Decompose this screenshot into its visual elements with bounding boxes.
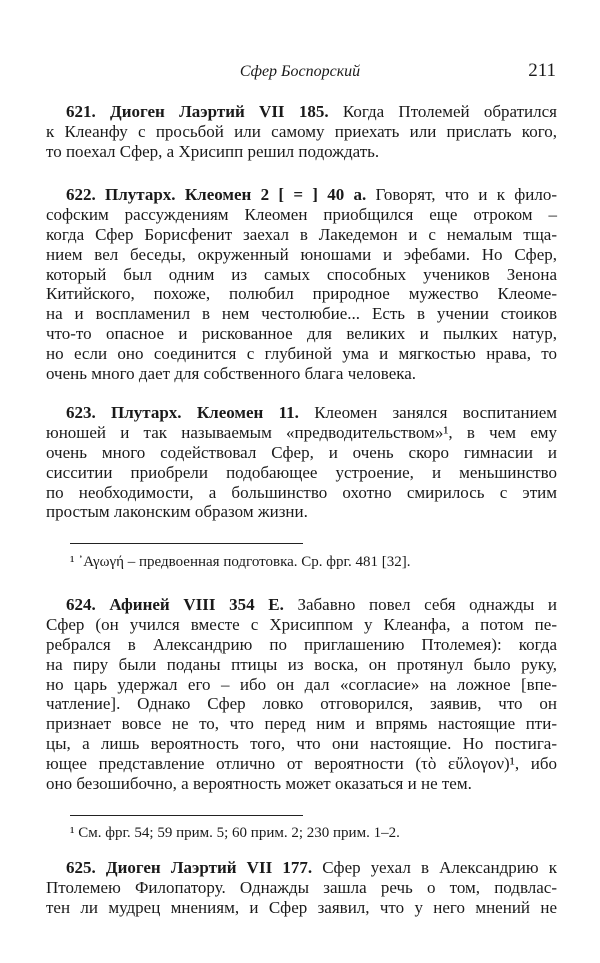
- line-text: оно безошибочно, а вероятность может оказаться и не тем.: [46, 774, 472, 794]
- footnote: ¹ См. фрг. 54; 59 прим. 5; 60 прим. 2; 230 прим. 1–2.: [70, 825, 400, 841]
- text-line: [46, 734, 557, 754]
- footnote: ¹ ᾿Αγωγή – предвоенная подготовка. Ср. фрг. 481 [32].: [70, 554, 411, 570]
- line-text: по необходимости, а большинство охотно смирилось с этим: [46, 482, 557, 502]
- line-text: ющее представление отлично от вероятности (τὸ εὔλογον)¹, ибо: [46, 754, 557, 774]
- line-text: ребрался в Александрию по приглашению Птолемея): когда: [46, 634, 557, 654]
- line-text: признает вовсе не то, что перед ним и впрямь настоящие пти-: [46, 714, 557, 734]
- line-text: цы, а лишь вероятность того, что они настоящие. Но постига-: [46, 734, 557, 754]
- fragment-source: 624. Афиней VIII 354 E.: [66, 595, 284, 614]
- text-line: [46, 142, 557, 162]
- line-text: Забавно повел себя однажды и: [297, 595, 557, 614]
- line-text: простым лаконским образом жизни.: [46, 502, 308, 522]
- line-text: Клеомен занялся воспитанием: [314, 403, 558, 422]
- text-line: [46, 225, 557, 245]
- line-text: но если оно соединится с глубиной ума и мягкостью нрава, то: [46, 344, 557, 364]
- line-text: Сфер (он учился вместе с Хрисиппом у Клеанфа, а потом пе-: [46, 614, 557, 634]
- line-text: нием вел беседы, окруженный юношами и эфебами. Но Сфер,: [46, 244, 557, 264]
- line-text: Говорят, что и к фило-: [375, 185, 557, 204]
- line-text: чатление]. Однако Сфер ловко отговорился, заявив, что он: [46, 694, 557, 714]
- running-header-title: Сфер Боспорский: [239, 63, 361, 80]
- footnote-rule: [70, 815, 303, 816]
- text-line: [46, 635, 557, 655]
- text-line: [46, 754, 557, 774]
- text-line: [46, 694, 557, 714]
- line-text: но царь удержал его – ибо он дал «согласие» на ложное [впе-: [46, 674, 557, 694]
- text-line: [46, 443, 557, 463]
- page-number: 211: [528, 60, 556, 81]
- text-line: [46, 324, 557, 344]
- text-line: [46, 205, 557, 225]
- line-text: очень много дает для собственного блага человека.: [46, 364, 417, 384]
- text-line: [46, 898, 557, 918]
- text-line: [46, 878, 557, 898]
- text-line: [46, 403, 557, 423]
- line-text: юношей и так называемым «предводительством»¹, в чем ему: [46, 422, 557, 442]
- line-text: тен ли мудрец мнениям, и Сфер заявил, что у него мнений не: [46, 897, 557, 917]
- text-line: [46, 423, 557, 443]
- fragment-source: 625. Диоген Лаэртий VII 177.: [66, 858, 313, 877]
- line-text: очень много содействовал Сфер, и очень скоро гимнасии и: [46, 442, 557, 462]
- fragment-source: 621. Диоген Лаэртий VII 185.: [66, 102, 329, 121]
- line-text: Китийского, похоже, полюбил природное мужество Клеоме-: [46, 284, 557, 304]
- fragment-621: [46, 102, 557, 162]
- footnote-rule: [70, 543, 303, 544]
- text-line: [46, 858, 557, 878]
- text-line: [46, 122, 557, 142]
- text-line: [46, 502, 557, 522]
- line-text: то поехал Сфер, а Хрисипп решил подождать.: [46, 141, 380, 161]
- text-line: [46, 483, 557, 503]
- line-text: на и воспламенил в нем честолюбие... Есть в учении стоиков: [46, 304, 557, 324]
- line-text: сисситии приобрели подобающее устроение, и меньшинство: [46, 462, 557, 482]
- text-line: [46, 185, 557, 205]
- text-line: [46, 344, 557, 364]
- fragment-625: [46, 858, 557, 918]
- text-line: [46, 284, 557, 304]
- line-text: к Клеанфу с просьбой или самому приехать или прислать кого,: [46, 121, 557, 141]
- line-text: который был одним из самых способных учеников Зенона: [46, 264, 557, 284]
- fragment-622: [46, 185, 557, 384]
- text-line: [46, 595, 557, 615]
- fragment-623: [46, 403, 557, 522]
- text-line: [46, 714, 557, 734]
- text-line: [46, 675, 557, 695]
- text-line: [46, 364, 557, 384]
- text-line: [46, 245, 557, 265]
- text-line: [46, 655, 557, 675]
- line-text: Сфер уехал в Александрию к: [322, 858, 557, 877]
- text-line: [46, 615, 557, 635]
- text-line: [46, 265, 557, 285]
- text-line: [46, 304, 557, 324]
- fragment-source: 622. Плутарх. Клеомен 2 [ = ] 40 a.: [66, 185, 367, 204]
- text-line: [46, 102, 557, 122]
- text-line: [46, 463, 557, 483]
- fragment-source: 623. Плутарх. Клеомен 11.: [66, 403, 299, 422]
- line-text: софским рассуждениям Клеомен приобщился еще отроком –: [46, 204, 557, 224]
- line-text: что-то опасное и рискованное для великих и пылких натур,: [46, 324, 557, 344]
- text-line: [46, 774, 557, 794]
- line-text: когда Сфер Борисфенит заехал в Лакедемон и с немалым тща-: [46, 224, 557, 244]
- fragment-624: [46, 595, 557, 794]
- line-text: Птолемею Филопатору. Однажды зашла речь о том, подвлас-: [46, 877, 557, 897]
- line-text: Когда Птолемей обратился: [342, 102, 557, 121]
- line-text: на пиру были поданы птицы из воска, он протянул было руку,: [46, 654, 557, 674]
